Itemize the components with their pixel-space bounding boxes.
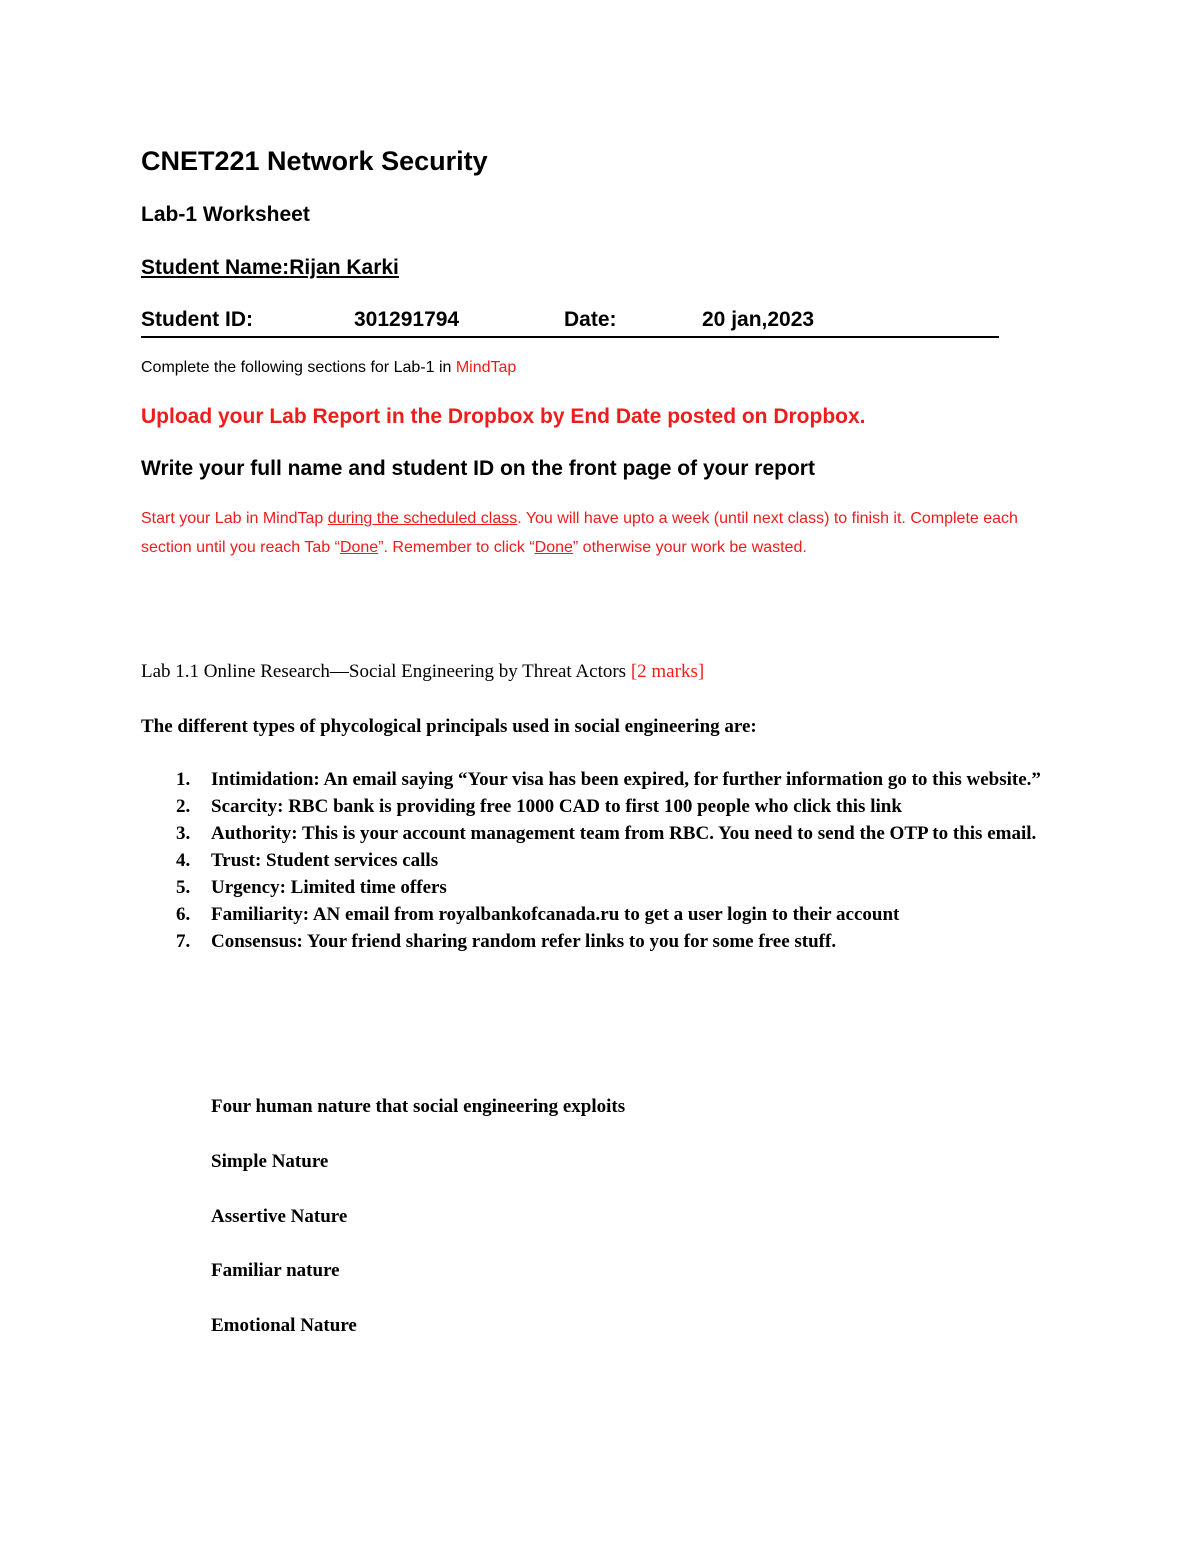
list-item (141, 793, 1071, 820)
upload-notice: Upload your Lab Report in the Dropbox by End Date posted on Dropbox. (141, 405, 866, 428)
list-item-number: 5. (176, 877, 191, 898)
list-item: Simple Nature (211, 1151, 329, 1172)
schedule-notice (141, 504, 1051, 562)
list-item-number: 2. (176, 796, 191, 817)
write-notice: Write your full name and student ID on the front page of your report (141, 457, 815, 480)
list-item-text: Scarcity: RBC bank is providing free 1000 CAD to first 100 people who click this link (211, 796, 902, 817)
list-item: Emotional Nature (211, 1314, 357, 1336)
list-item-text: Consensus: Your friend sharing random refer links to you for some free stuff. (211, 931, 837, 952)
list-item (141, 874, 1071, 901)
list-item: Familiar nature (211, 1260, 340, 1281)
list-item-number: 6. (176, 904, 191, 925)
mindtap-link[interactable]: MindTap (455, 359, 517, 376)
schedule-notice-part7: ” otherwise your work be wasted. (572, 539, 807, 556)
date-label: Date: (564, 308, 617, 331)
lab-section-title (141, 661, 704, 683)
schedule-notice-part5: ”. Remember to click “ (378, 539, 535, 556)
list-item (141, 766, 1071, 793)
list-item (141, 847, 1071, 874)
list-item (141, 928, 1071, 955)
scheduled-class-text: during the scheduled class (327, 510, 518, 527)
list-item-text: Intimidation: An email saying “Your visa has been expired, for further information go to this website.” (211, 769, 1041, 790)
human-nature-heading: Four human nature that social engineering exploits (211, 1096, 626, 1117)
lab-title-text: Lab 1.1 Online Research—Social Engineering by Threat Actors (141, 661, 631, 682)
student-id-line (141, 308, 999, 338)
list-item-text: Familiarity: AN email from royalbankofcanada.ru to get a user login to their account (211, 904, 900, 925)
list-item (141, 901, 1071, 928)
list-item (141, 820, 1071, 847)
list-item-number: 3. (176, 823, 191, 844)
list-item-text: Urgency: Limited time offers (211, 877, 447, 898)
student-name-value: Rijan Karki (289, 256, 399, 279)
document-title: CNET221 Network Security (141, 146, 488, 176)
schedule-notice-part3: . You will have upto a week (until next class) to finish it. Complete each section until you reach Tab “ (141, 510, 1018, 556)
list-item-number: 7. (176, 931, 191, 952)
schedule-notice-part1: Start your Lab in MindTap (141, 510, 328, 527)
human-nature-list (211, 1150, 357, 1368)
list-item-number: 4. (176, 850, 191, 871)
done-text-1: Done (339, 539, 379, 556)
list-item: Assertive Nature (211, 1205, 348, 1227)
done-text-2: Done (534, 539, 573, 556)
instruction-line (141, 359, 516, 377)
list-item-text: Authority: This is your account management team from RBC. You need to send the OTP to this email. (211, 823, 1037, 844)
date-value: 20 jan,2023 (702, 308, 815, 331)
student-name-line (141, 256, 399, 280)
lab-marks: [2 marks] (630, 661, 705, 682)
list-item-number: 1. (176, 769, 191, 790)
instruction-text: Complete the following sections for Lab-1 in (141, 359, 456, 376)
principles-intro: The different types of phycological principals used in social engineering are: (141, 716, 757, 737)
list-item-text: Trust: Student services calls (211, 850, 439, 871)
principles-list (141, 766, 1071, 955)
worksheet-subtitle: Lab-1 Worksheet (141, 203, 310, 226)
student-id-value: 301291794 (354, 308, 460, 331)
student-name-label: Student Name: (141, 256, 290, 279)
student-id-label: Student ID: (141, 308, 253, 331)
